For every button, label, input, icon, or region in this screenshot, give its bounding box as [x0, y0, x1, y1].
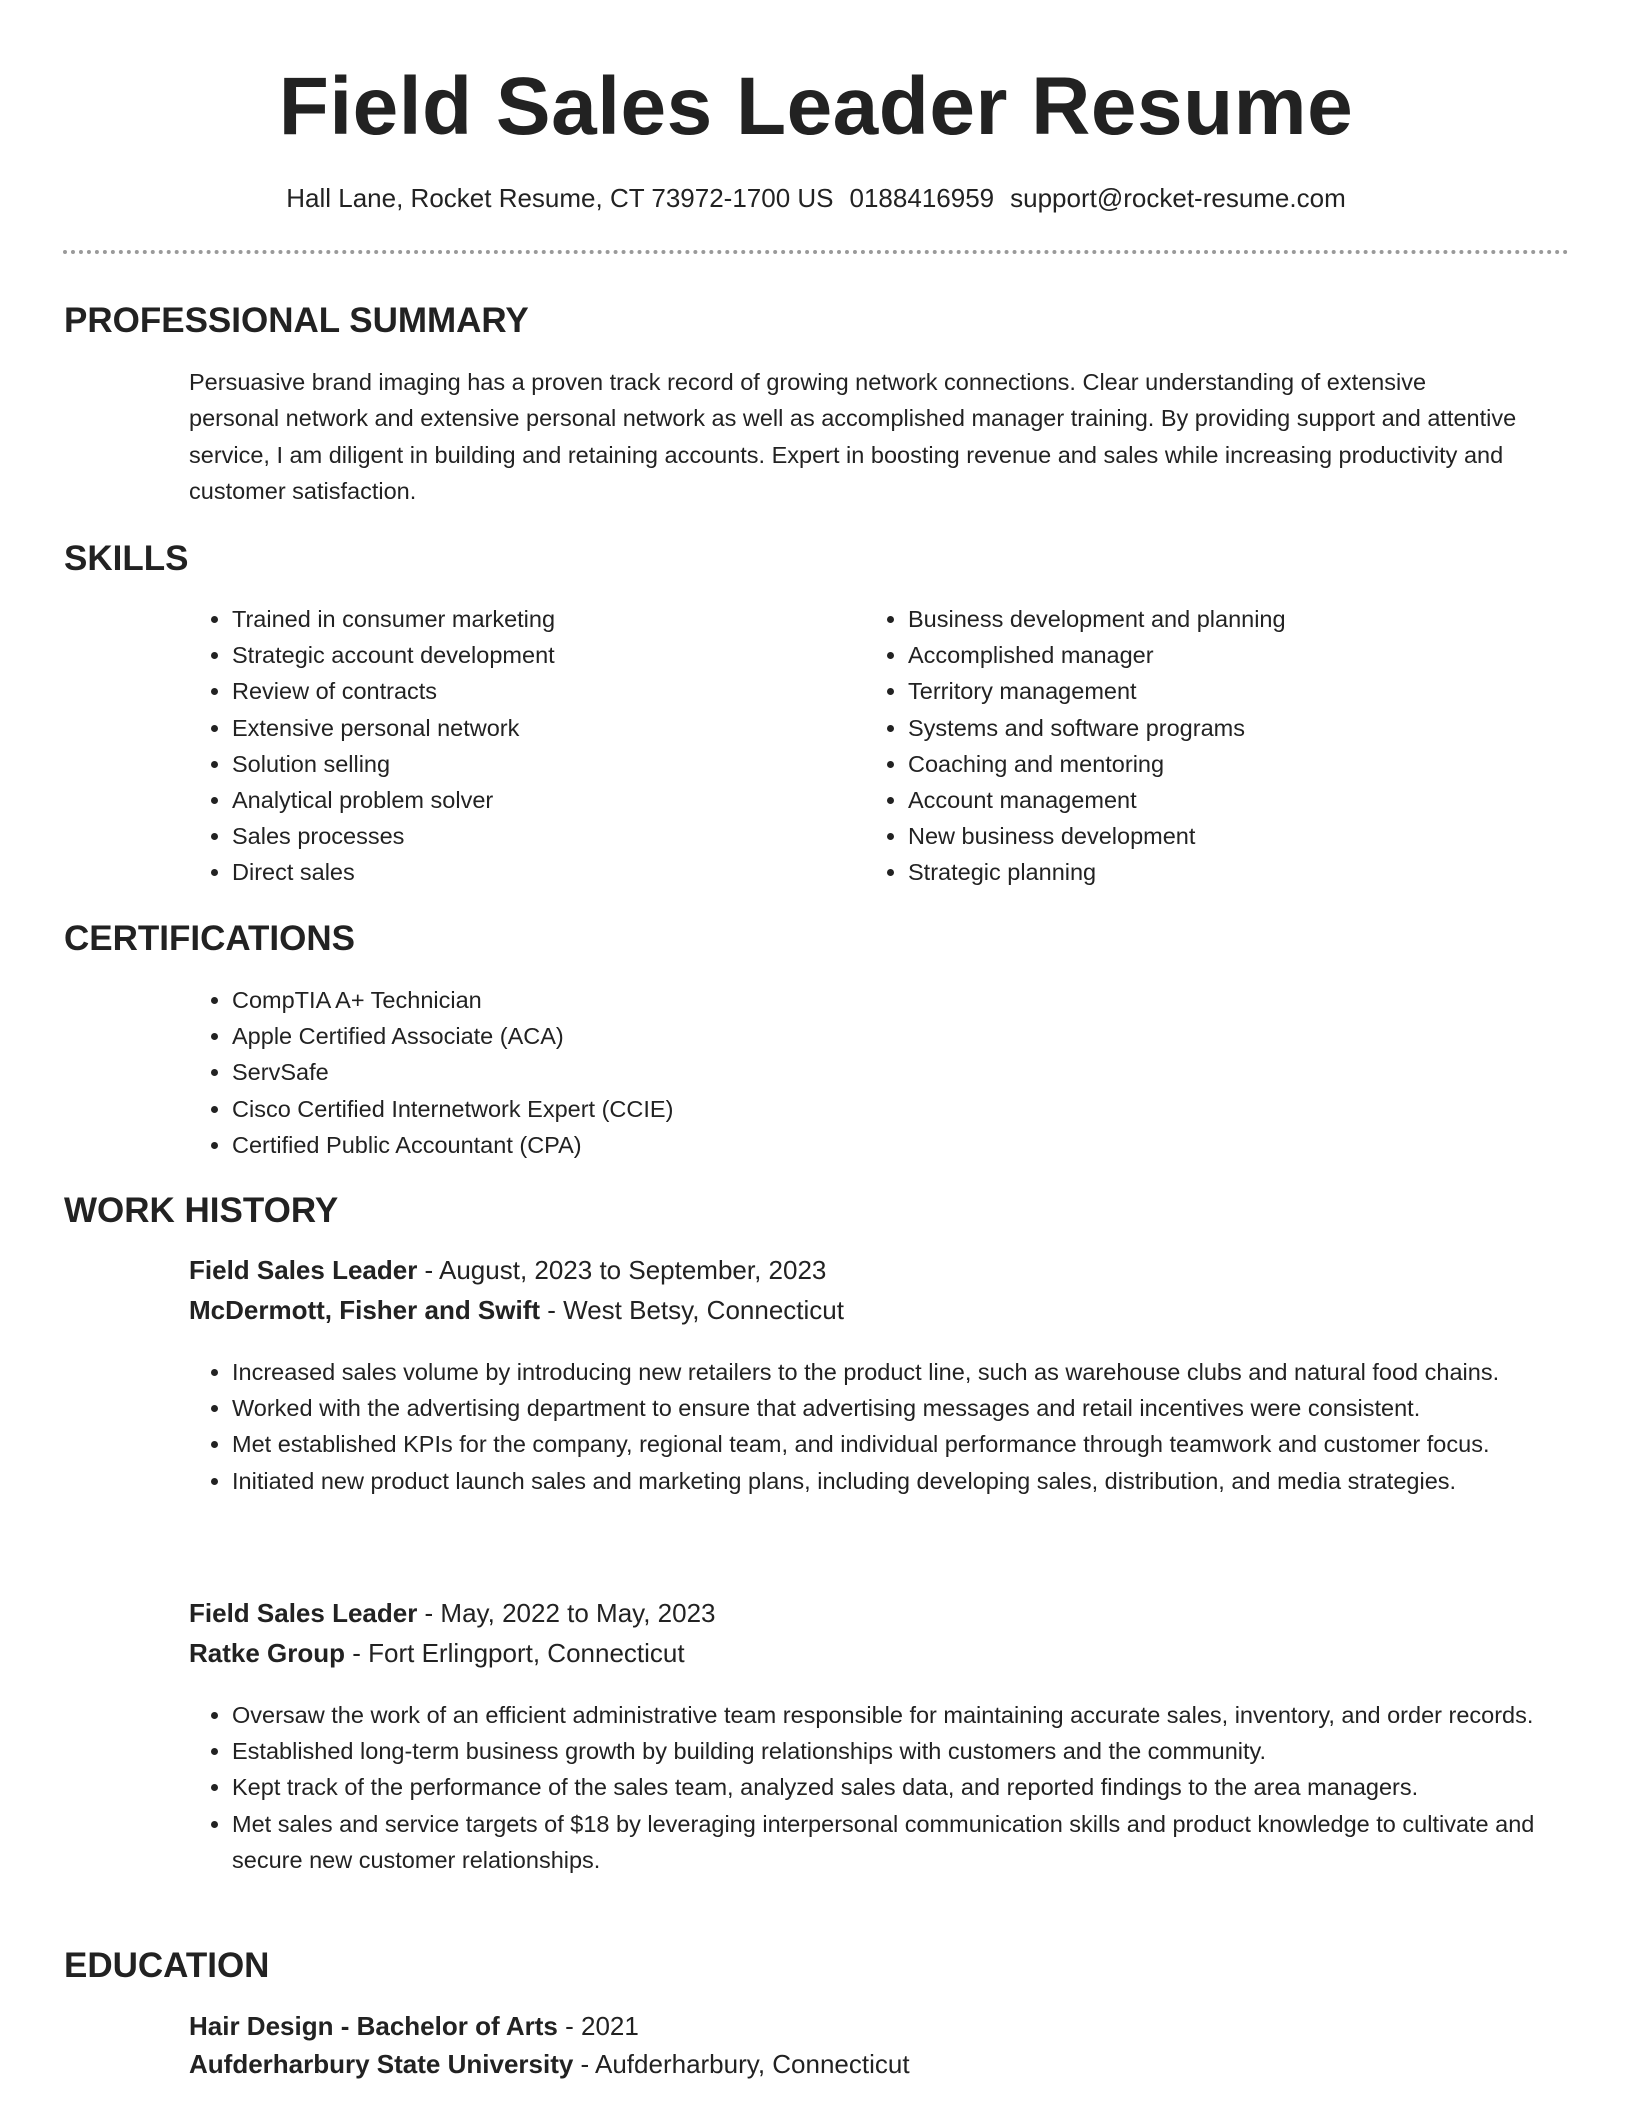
job-1-bullets — [189, 1354, 1575, 1499]
job-2-bullet: • Kept track of the performance of the sales team, analyzed sales data, and reported findings to the area managers. — [232, 1769, 1575, 1805]
skill-item: • Extensive personal network — [232, 710, 832, 746]
job-2-title-line — [189, 1595, 716, 1631]
education-heading: EDUCATION — [64, 1946, 270, 1985]
skill-item: • Analytical problem solver — [232, 782, 832, 818]
certification-item: • Certified Public Accountant (CPA) — [232, 1127, 1232, 1163]
skill-item: • Business development and planning — [908, 601, 1558, 637]
education-degree-line — [189, 2008, 639, 2044]
contact-line — [0, 180, 1632, 216]
skill-item: • Territory management — [908, 673, 1558, 709]
job-2-location: - Fort Erlingport, Connecticut — [345, 1638, 685, 1668]
job-2-dates: - May, 2022 to May, 2023 — [417, 1598, 716, 1628]
contact-phone: 0188416959 — [849, 183, 995, 213]
certification-item: • Apple Certified Associate (ACA) — [232, 1018, 1232, 1054]
skill-item: • Strategic account development — [232, 637, 832, 673]
job-1-bullet: • Initiated new product launch sales and marketing plans, including developing sales, distribution, and media strategies. — [232, 1463, 1575, 1499]
contact-address: Hall Lane, Rocket Resume, CT 73972-1700 US — [286, 183, 834, 213]
education-school: Aufderharbury State University — [189, 2049, 574, 2079]
resume-title: Field Sales Leader Resume — [278, 61, 1354, 152]
job-2-bullets — [189, 1697, 1575, 1878]
skill-item: • Systems and software programs — [908, 710, 1558, 746]
certifications-list — [189, 982, 1232, 1163]
skill-item: • Accomplished manager — [908, 637, 1558, 673]
skills-heading: SKILLS — [64, 539, 189, 578]
job-2-bullet: • Met sales and service targets of $18 by leveraging interpersonal communication skills and product knowledge to cultivate and secure new customer relationships. — [232, 1806, 1575, 1878]
job-1-bullet: • Met established KPIs for the company, regional team, and individual performance through teamwork and customer focus. — [232, 1426, 1575, 1462]
summary-text: Persuasive brand imaging has a proven track record of growing network connections. Clear understanding of extensive personal network and extensive personal network as well as accomplished manager training. By providing support and attentive service, I am diligent in building and retaining accounts. Expert in boosting revenue and sales while increasing productivity and customer satisfaction. — [189, 369, 1517, 505]
skill-item: • Strategic planning — [908, 854, 1558, 890]
education-year: - 2021 — [557, 2011, 639, 2041]
skill-item: • Sales processes — [232, 818, 832, 854]
job-1-dates: - August, 2023 to September, 2023 — [417, 1255, 827, 1285]
work-history-heading: WORK HISTORY — [64, 1191, 339, 1230]
education-school-line — [189, 2046, 910, 2082]
skill-item: • Review of contracts — [232, 673, 832, 709]
job-1-company-line — [189, 1292, 844, 1328]
skill-item: • Account management — [908, 782, 1558, 818]
skill-item: • Solution selling — [232, 746, 832, 782]
skill-item: • New business development — [908, 818, 1558, 854]
skill-item: • Trained in consumer marketing — [232, 601, 832, 637]
education-degree: Hair Design - Bachelor of Arts — [189, 2011, 558, 2041]
skill-item: • Direct sales — [232, 854, 832, 890]
skills-list-right — [865, 601, 1558, 891]
job-2-bullet: • Oversaw the work of an efficient administrative team responsible for maintaining accurate sales, inventory, and order records. — [232, 1697, 1575, 1733]
job-2-company: Ratke Group — [189, 1638, 346, 1668]
job-1-title: Field Sales Leader — [189, 1255, 418, 1285]
job-2-title: Field Sales Leader — [189, 1598, 418, 1628]
contact-email: support@rocket-resume.com — [1010, 183, 1346, 213]
summary-heading: PROFESSIONAL SUMMARY — [64, 301, 529, 340]
job-1-bullet: • Worked with the advertising department to ensure that advertising messages and retail incentives were consistent. — [232, 1390, 1575, 1426]
certifications-heading: CERTIFICATIONS — [64, 919, 356, 958]
certification-item: • CompTIA A+ Technician — [232, 982, 1232, 1018]
skill-item: • Coaching and mentoring — [908, 746, 1558, 782]
skills-list-left — [189, 601, 832, 891]
job-2-bullet: • Established long-term business growth by building relationships with customers and the community. — [232, 1733, 1575, 1769]
job-1-location: - West Betsy, Connecticut — [540, 1295, 844, 1325]
job-1-title-line — [189, 1252, 826, 1288]
certification-item: • Cisco Certified Internetwork Expert (CCIE) — [232, 1091, 1232, 1127]
education-location: - Aufderharbury, Connecticut — [573, 2049, 910, 2079]
job-2-company-line — [189, 1635, 685, 1671]
job-1-company: McDermott, Fisher and Swift — [189, 1295, 541, 1325]
certification-item: • ServSafe — [232, 1054, 1232, 1090]
job-1-bullet: • Increased sales volume by introducing new retailers to the product line, such as warehouse clubs and natural food chains. — [232, 1354, 1575, 1390]
header-divider — [63, 250, 1569, 254]
